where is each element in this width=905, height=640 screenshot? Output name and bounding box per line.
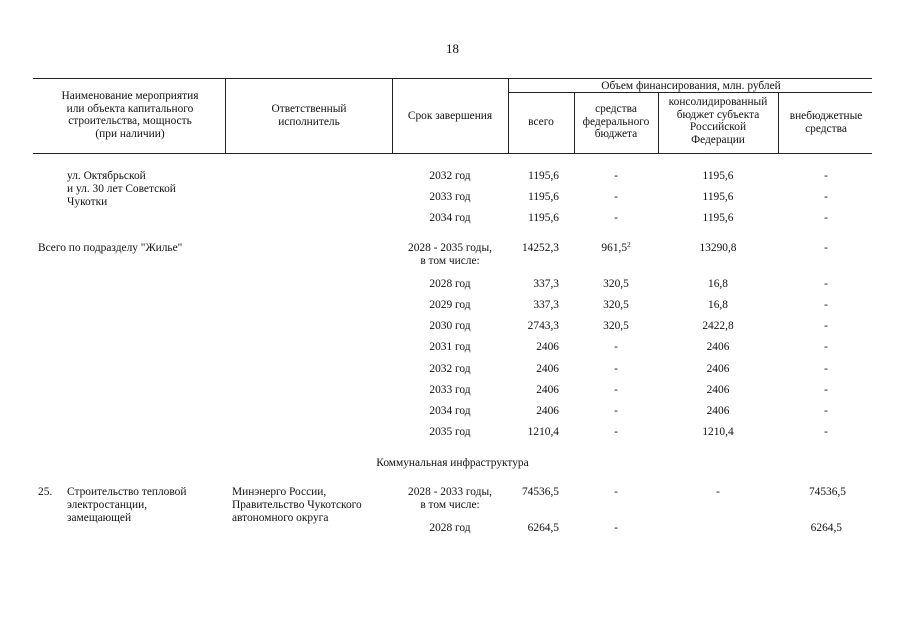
federal-cell: - <box>614 170 618 182</box>
extrabudget-cell: - <box>824 426 828 438</box>
footnote-mark: 2 <box>627 241 631 249</box>
federal-cell: - <box>614 191 618 203</box>
header-bottom-rule <box>33 153 872 154</box>
total-cell: 1195,6 <box>528 191 559 203</box>
term-cell: 2033 год <box>429 384 471 396</box>
extrabudget-cell: - <box>824 405 828 417</box>
federal-cell: - <box>614 522 618 534</box>
term-cell: 2034 год <box>429 405 471 417</box>
header-divider-6 <box>778 92 779 153</box>
header-divider-3 <box>508 78 509 153</box>
federal-cell: - <box>614 426 618 438</box>
federal-cell: - <box>614 405 618 417</box>
header-term-column: Срок завершения <box>407 110 493 122</box>
header-extrabudget-column: внебюджетные средства <box>789 110 863 135</box>
total-cell: 337,3 <box>533 278 559 290</box>
header-top-rule <box>33 78 872 79</box>
term-cell: 2029 год <box>429 299 471 311</box>
term-cell: 2030 год <box>429 320 471 332</box>
consolidated-cell: 16,8 <box>708 278 728 290</box>
block3-name: Строительство тепловой электростанции, замещающей <box>67 486 187 524</box>
total-cell: 6264,5 <box>527 522 559 534</box>
header-divider-5 <box>658 92 659 153</box>
term-cell: 2028 год <box>429 522 471 534</box>
consolidated-cell: - <box>716 486 720 498</box>
extrabudget-cell: - <box>824 384 828 396</box>
total-cell: 74536,5 <box>521 486 559 498</box>
federal-cell: 320,5 <box>603 320 629 332</box>
extrabudget-cell: - <box>824 242 828 254</box>
consolidated-cell: 2406 <box>706 384 730 396</box>
term-cell: 2028 год <box>429 278 471 290</box>
block3-executor: Минэнерго России, Правительство Чукотского автономного округа <box>232 486 362 524</box>
consolidated-cell: 2422,8 <box>702 320 734 332</box>
header-divider-2 <box>392 78 393 153</box>
consolidated-cell: 13290,8 <box>699 242 737 254</box>
term-cell: 2035 год <box>429 426 471 438</box>
header-consolidated-column: консолидированный бюджет субъекта Российской Федерации <box>668 96 768 146</box>
total-cell: 2406 <box>536 363 559 375</box>
consolidated-cell: 2406 <box>706 405 730 417</box>
extrabudget-cell: 74536,5 <box>808 486 846 498</box>
consolidated-cell: 2406 <box>706 363 730 375</box>
header-name-column: Наименование мероприятия или объекта капитального строительства, мощность (при наличии) <box>61 90 199 140</box>
federal-cell: 320,5 <box>603 299 629 311</box>
consolidated-cell: 1195,6 <box>702 212 734 224</box>
federal-cell: - <box>614 212 618 224</box>
extrabudget-cell: - <box>824 212 828 224</box>
total-cell: 1195,6 <box>528 170 559 182</box>
consolidated-cell: 2406 <box>706 341 730 353</box>
total-cell: 2406 <box>536 384 559 396</box>
consolidated-cell: 16,8 <box>708 299 728 311</box>
consolidated-cell: 1210,4 <box>702 426 734 438</box>
total-cell: 2406 <box>536 405 559 417</box>
term-cell: 2032 год <box>429 170 471 182</box>
term-cell: 2034 год <box>429 212 471 224</box>
consolidated-cell: 1195,6 <box>702 170 734 182</box>
header-executor-column: Ответственный исполнитель <box>271 103 347 128</box>
federal-cell: 320,5 <box>603 278 629 290</box>
extrabudget-cell: - <box>824 320 828 332</box>
extrabudget-cell: - <box>824 191 828 203</box>
total-cell: 2743,3 <box>527 320 559 332</box>
total-cell: 2406 <box>536 341 559 353</box>
block1-name: ул. Октябрьской и ул. 30 лет Советской Чукотки <box>67 170 176 208</box>
header-funding-group: Объем финансирования, млн. рублей <box>601 80 781 92</box>
term-cell: 2032 год <box>429 363 471 375</box>
term-cell: 2031 год <box>429 341 471 353</box>
federal-cell: - <box>614 341 618 353</box>
header-total-column: всего <box>528 116 554 128</box>
extrabudget-cell: - <box>824 341 828 353</box>
block2-name: Всего по подразделу "Жилье" <box>38 242 183 254</box>
total-cell: 1195,6 <box>528 212 559 224</box>
term-cell: 2028 - 2033 годы, в том числе: <box>408 486 492 511</box>
term-cell: 2033 год <box>429 191 471 203</box>
federal-cell: 961,5$^2$ <box>601 241 631 254</box>
section-title: Коммунальная инфраструктура <box>376 457 529 469</box>
header-divider-1 <box>225 78 226 153</box>
term-cell: 2028 - 2035 годы, в том числе: <box>408 242 492 267</box>
federal-cell: - <box>614 363 618 375</box>
header-federal-column: средства федерального бюджета <box>582 103 650 141</box>
total-cell: 14252,3 <box>521 242 559 254</box>
extrabudget-cell: - <box>824 278 828 290</box>
total-cell: 1210,4 <box>527 426 559 438</box>
extrabudget-cell: - <box>824 363 828 375</box>
extrabudget-cell: 6264,5 <box>810 522 842 534</box>
total-cell: 337,3 <box>533 299 559 311</box>
consolidated-cell: 1195,6 <box>702 191 734 203</box>
extrabudget-cell: - <box>824 299 828 311</box>
page-number: 18 <box>446 41 459 56</box>
header-divider-4 <box>574 92 575 153</box>
extrabudget-cell: - <box>824 170 828 182</box>
row-number: 25. <box>38 486 53 498</box>
federal-cell: - <box>614 384 618 396</box>
federal-cell: - <box>614 486 618 498</box>
